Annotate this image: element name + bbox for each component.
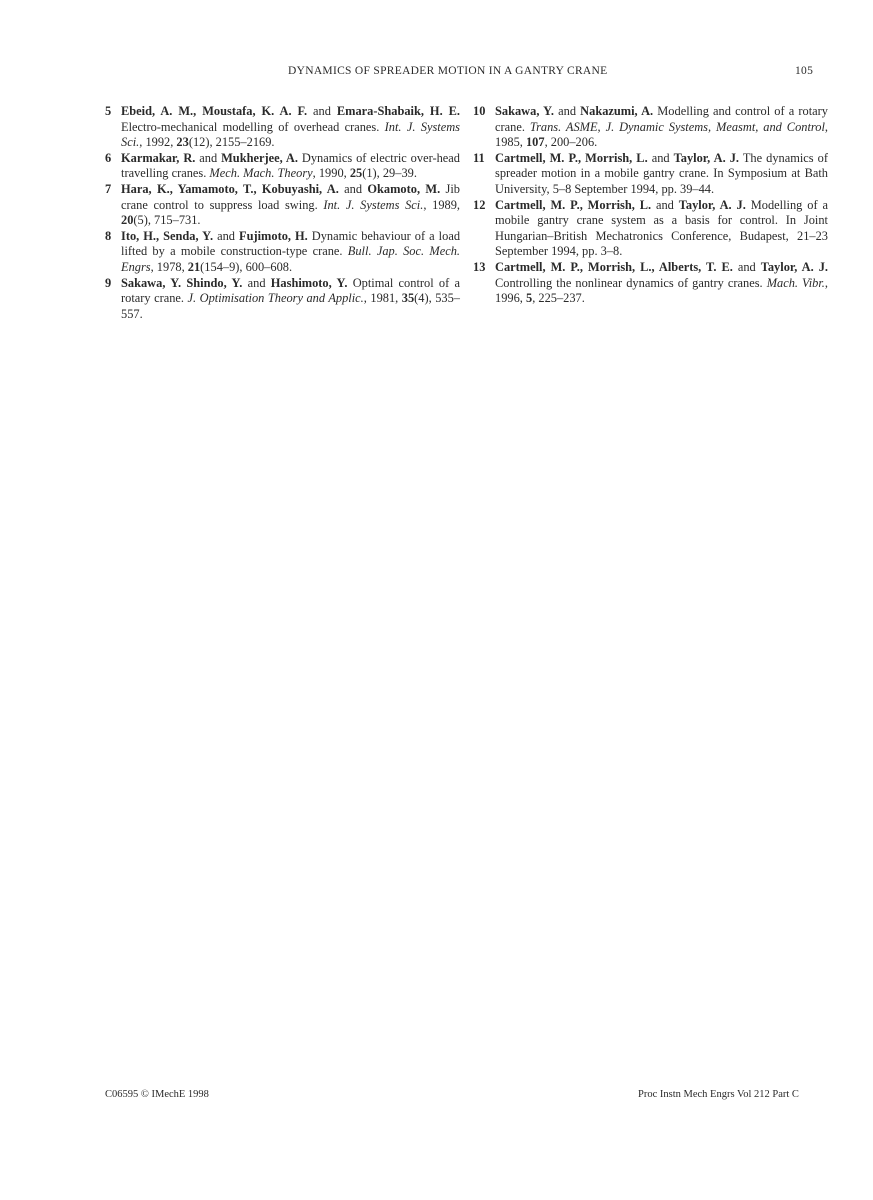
author-name: Fujimoto, H. [239, 228, 308, 243]
reference-number: 5 [105, 104, 112, 118]
author-name: Hara, K., Yamamoto, T., Kobuyashi, A. [121, 181, 339, 196]
reference-7 [105, 182, 460, 229]
reference-fragment: Electro-mechanical modelling of overhead cranes. [121, 119, 385, 134]
reference-11 [473, 151, 828, 198]
reference-fragment: and [651, 197, 679, 212]
reference-text [495, 260, 828, 307]
author-name: Ebeid, A. M., Moustafa, K. A. F. [121, 104, 308, 118]
journal-title: Mech. Mach. Theory [209, 166, 313, 181]
reference-number: 11 [473, 150, 485, 165]
journal-title: Int. J. Systems Sci. [121, 119, 460, 150]
reference-fragment: and [647, 150, 674, 165]
reference-fragment: Modelling and control of a rotary crane. [495, 104, 828, 134]
reference-fragment: , 1989, [423, 197, 461, 212]
reference-12 [473, 198, 828, 260]
author-name: 35 [401, 291, 415, 306]
author-name: 5 [525, 291, 533, 306]
author-name: Sakawa, Y. [495, 104, 554, 118]
author-name: Taylor, A. J. [760, 259, 829, 274]
reference-text [121, 182, 460, 229]
reference-fragment: , 1981, [363, 291, 402, 306]
author-name: 23 [176, 135, 189, 150]
author-name: 107 [525, 135, 545, 150]
reference-fragment: (154–9), 600–608. [200, 259, 293, 274]
reference-fragment: Dynamic behaviour of a load lifted by a mobile construction-type crane. [121, 228, 461, 259]
journal-title: Bull. Jap. Soc. Mech. Engrs [121, 244, 460, 274]
reference-number: 6 [105, 150, 112, 165]
reference-fragment: (12), 2155–2169. [188, 135, 275, 150]
references-column-left [105, 104, 460, 322]
journal-title: Mach. Vibr. [766, 275, 825, 290]
reference-fragment: and [732, 259, 761, 274]
reference-fragment: , 200–206. [544, 135, 598, 150]
author-name: Okamoto, M. [367, 181, 441, 196]
reference-fragment: Jib crane control to suppress load swing. [121, 181, 460, 212]
reference-number: 9 [105, 275, 112, 290]
reference-text [121, 276, 460, 323]
reference-13 [473, 260, 828, 307]
reference-fragment: and [213, 228, 240, 243]
reference-fragment: Modelling of a mobile gantry crane system as a basis for control. In Joint Hungarian–British Mechatronics Conference, Budapest, 21–23 September 1994, pp. 3–8. [495, 197, 828, 259]
reference-fragment: , 1996, [495, 275, 828, 306]
footer-copyright: C06595 © IMechE 1998 [105, 1089, 209, 1100]
author-name: Mukherjee, A. [221, 150, 298, 165]
reference-text [495, 104, 828, 151]
reference-fragment: and [242, 275, 271, 290]
reference-fragment: and [338, 181, 368, 196]
reference-number: 13 [473, 259, 486, 274]
reference-fragment: Controlling the nonlinear dynamics of gantry cranes. [495, 275, 767, 290]
reference-fragment: (1), 29–39. [362, 166, 417, 181]
author-name: Cartmell, M. P., Morrish, L. [495, 197, 652, 212]
reference-fragment: The dynamics of spreader motion in a mobile gantry crane. In Symposium at Bath University, 5–8 September 1994, pp. 39–44. [495, 150, 828, 196]
reference-10 [473, 104, 828, 151]
reference-text [121, 151, 460, 182]
reference-6 [105, 151, 460, 182]
author-name: Hashimoto, Y. [270, 275, 348, 290]
reference-text [121, 104, 460, 151]
author-name: Ito, H., Senda, Y. [121, 228, 214, 243]
author-name: Karmakar, R. [121, 150, 196, 165]
reference-number: 12 [473, 197, 486, 212]
page-number: 105 [795, 65, 814, 77]
reference-number: 7 [105, 181, 112, 196]
reference-fragment: and [307, 104, 337, 118]
reference-number: 8 [105, 228, 112, 243]
author-name: Nakazumi, A. [580, 104, 654, 118]
reference-9 [105, 276, 460, 323]
reference-fragment: Optimal control of a rotary crane. [121, 275, 460, 306]
reference-fragment: , 1990, [312, 166, 350, 181]
author-name: Cartmell, M. P., Morrish, L., Alberts, T. E. [495, 259, 733, 274]
reference-fragment: (5), 715–731. [133, 213, 201, 228]
author-name: Cartmell, M. P., Morrish, L. [495, 150, 648, 165]
author-name: 25 [349, 166, 363, 181]
journal-title: J. Optimisation Theory and Applic. [187, 291, 364, 306]
journal-title: Int. J. Systems Sci. [323, 197, 424, 212]
author-name: 21 [187, 259, 201, 274]
reference-fragment: and [554, 104, 581, 118]
reference-fragment: , 1985, [495, 119, 829, 150]
reference-5 [105, 104, 460, 151]
reference-fragment: (4), 535–557. [121, 291, 461, 321]
author-name: Taylor, A. J. [678, 197, 746, 212]
reference-text [121, 229, 460, 276]
author-name: Sakawa, Y. Shindo, Y. [121, 275, 243, 290]
reference-number: 10 [473, 104, 486, 118]
reference-text [495, 151, 828, 198]
footer-journal: Proc Instn Mech Engrs Vol 212 Part C [638, 1089, 799, 1100]
author-name: 20 [121, 213, 134, 228]
author-name: Emara-Shabaik, H. E. [336, 104, 460, 118]
reference-text [495, 198, 828, 260]
reference-fragment: and [195, 150, 222, 165]
reference-8 [105, 229, 460, 276]
reference-fragment: Dynamics of electric over-head travelling cranes. [121, 150, 460, 181]
references-column-right [473, 104, 828, 307]
reference-fragment: , 1978, [150, 259, 188, 274]
running-title: DYNAMICS OF SPREADER MOTION IN A GANTRY CRANE [288, 65, 608, 77]
reference-fragment: , 225–237. [532, 291, 585, 306]
reference-fragment: , 1992, [139, 135, 177, 150]
journal-title: Trans. ASME, J. Dynamic Systems, Measmt, and Control [529, 119, 825, 134]
author-name: Taylor, A. J. [673, 150, 740, 165]
